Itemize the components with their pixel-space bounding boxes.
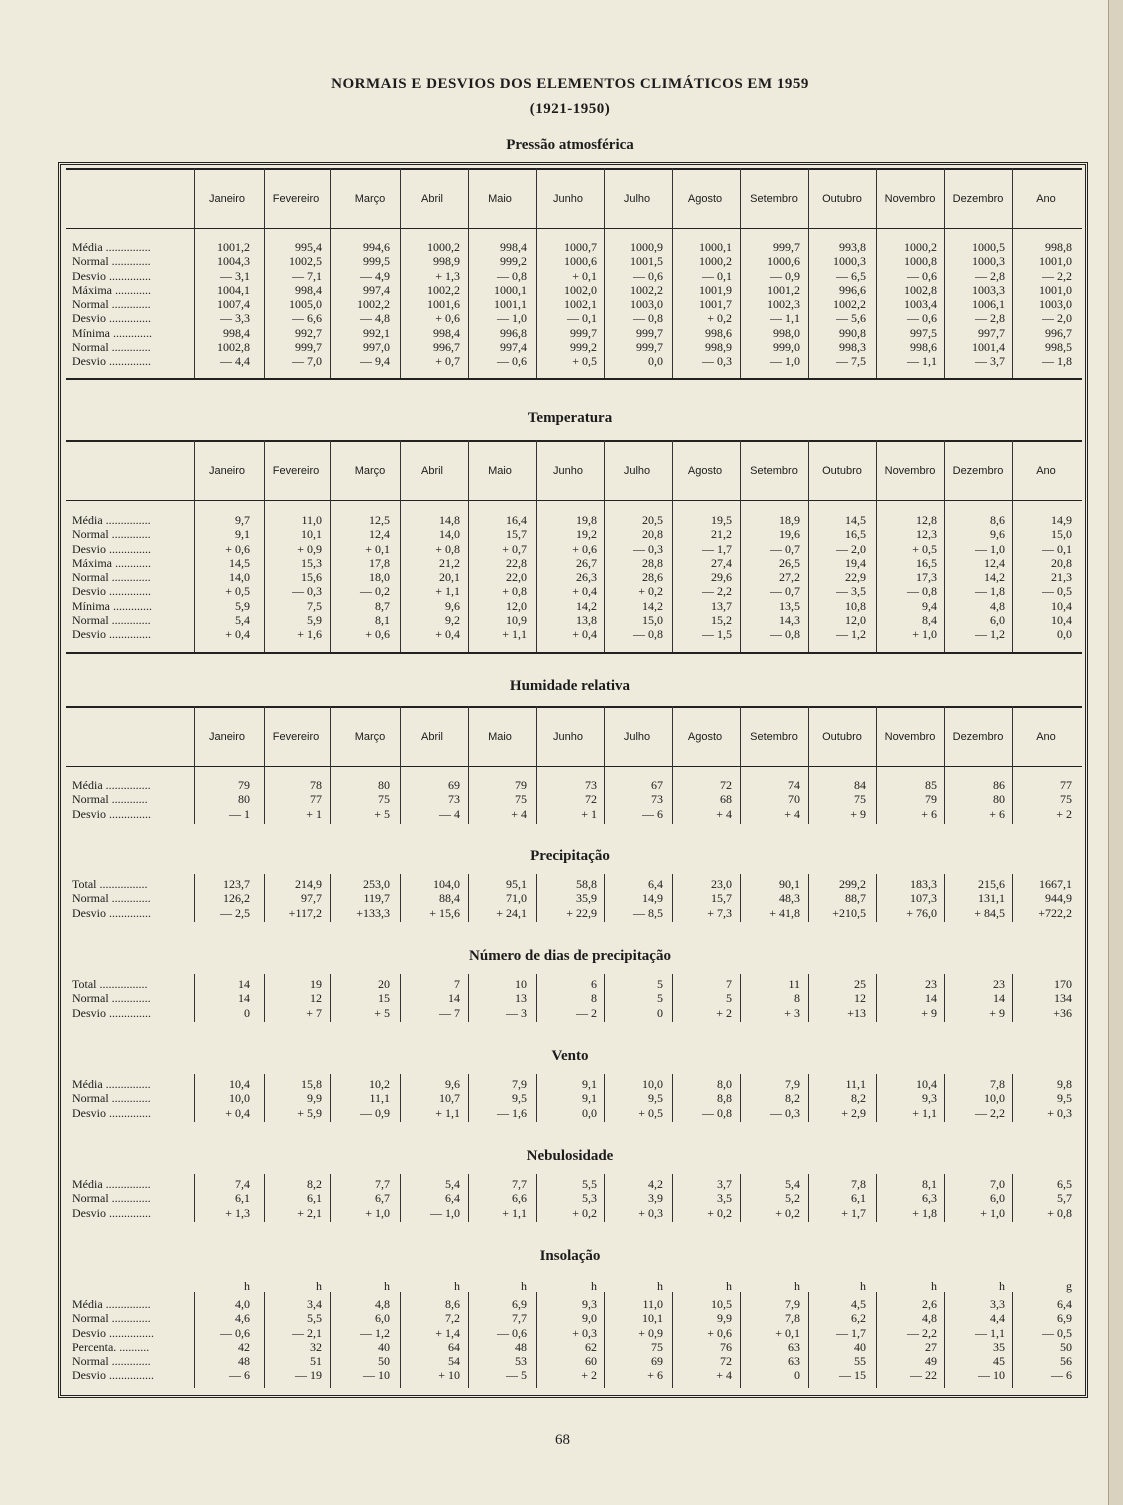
pressao-month-header: Janeiro — [208, 193, 246, 205]
temperatura-column-rule — [1012, 440, 1013, 652]
humidade-column-values: 77 75 + 2 — [1056, 778, 1072, 821]
insolacao-column-values: 3,3 4,4 — 1,1 35 45 — 10 — [975, 1297, 1005, 1383]
insolacao-column-rule — [194, 1292, 195, 1388]
pressao-column-values: 1000,2 1000,8 — 0,6 1002,8 1003,4 — 0,6 997,5 998,6 — 1,1 — [904, 240, 937, 369]
precipitacao-column-rule — [194, 874, 195, 922]
page-number: 68 — [555, 1432, 570, 1448]
pressao-month-header: Dezembro — [952, 193, 1004, 205]
vento-column-rule — [536, 1074, 537, 1122]
vento-column-values: 10,4 10,0 + 0,4 — [225, 1077, 250, 1120]
insolacao-column-rule — [944, 1292, 945, 1388]
precipitacao-column-rule — [876, 874, 877, 922]
temperatura-month-header: Junho — [553, 465, 583, 477]
precipitacao-column-values: 6,4 14,9 — 8,5 — [633, 877, 663, 920]
precipitacao-column-rule — [1012, 874, 1013, 922]
temperatura-column-rule — [808, 440, 809, 652]
humidade-row-labels: Média ............... Normal ............ Desvio .............. — [72, 778, 151, 821]
insolacao-unit: h — [794, 1279, 800, 1293]
precipitacao-column-values: 23,0 15,7 + 7,3 — [707, 877, 732, 920]
nebulosidade-column-rule — [400, 1174, 401, 1222]
nebulosidade-column-rule — [264, 1174, 265, 1222]
pressao-column-values: 993,8 1000,3 — 6,5 996,6 1002,2 — 5,6 990,8 998,3 — 7,5 — [833, 240, 866, 369]
precipitacao-column-rule — [808, 874, 809, 922]
dias-column-rule — [400, 974, 401, 1022]
vento-column-rule — [944, 1074, 945, 1122]
humidade-month-header: Fevereiro — [272, 731, 320, 743]
dias-column-rule — [808, 974, 809, 1022]
temperatura-column-rule — [468, 440, 469, 652]
nebulosidade-column-values: 7,7 6,7 + 1,0 — [365, 1177, 390, 1220]
humidade-column-rule — [330, 706, 331, 824]
humidade-column-values: 67 73 — 6 — [642, 778, 663, 821]
nebulosidade-column-rule — [194, 1174, 195, 1222]
dias-column-rule — [604, 974, 605, 1022]
humidade-header-bottom-rule — [66, 766, 1082, 767]
insolacao-column-rule — [876, 1292, 877, 1388]
humidade-column-rule — [1012, 706, 1013, 824]
humidade-column-values: 73 72 + 1 — [581, 778, 597, 821]
pressao-month-header: Junho — [553, 193, 583, 205]
dias-column-values: 19 12 + 7 — [306, 977, 322, 1020]
pressao-month-header: Setembro — [750, 193, 798, 205]
pressao-column-rule — [740, 168, 741, 378]
dias-column-rule — [330, 974, 331, 1022]
humidade-month-header: Julho — [623, 731, 651, 743]
vento-column-values: 10,0 9,5 + 0,5 — [638, 1077, 663, 1120]
insolacao-column-values: 4,8 6,0 — 1,2 40 50 — 10 — [360, 1297, 390, 1383]
humidade-month-header: Novembro — [884, 731, 936, 743]
temperatura-column-rule — [400, 440, 401, 652]
vento-column-values: 10,2 11,1 — 0,9 — [360, 1077, 390, 1120]
insolacao-column-rule — [604, 1292, 605, 1388]
insolacao-column-rule — [330, 1292, 331, 1388]
page-edge — [1108, 0, 1123, 1505]
pressao-month-header: Maio — [488, 193, 512, 205]
insolacao-column-values: 9,3 9,0 + 0,3 62 60 + 2 — [572, 1297, 597, 1383]
vento-column-values: 8,0 8,8 — 0,8 — [702, 1077, 732, 1120]
temperatura-column-values: 12,5 12,4 + 0,1 17,8 18,0 — 0,2 8,7 8,1 + 0,6 — [360, 513, 390, 642]
temperatura-column-values: 18,9 19,6 — 0,7 26,5 27,2 — 0,7 13,5 14,3 — 0,8 — [770, 513, 800, 642]
temperatura-column-rule — [672, 440, 673, 652]
nebulosidade-column-rule — [604, 1174, 605, 1222]
dias-column-rule — [468, 974, 469, 1022]
pressao-header-bottom-rule — [66, 228, 1082, 229]
temperatura-month-header: Agosto — [687, 465, 723, 477]
pressao-column-rule — [1012, 168, 1013, 378]
pressao-column-rule — [194, 168, 195, 378]
dias-column-values: 23 14 + 9 — [989, 977, 1005, 1020]
insolacao-column-values: 4,5 6,2 — 1,7 40 55 — 15 — [836, 1297, 866, 1383]
precipitacao-column-values: 214,9 97,7 +117,2 — [288, 877, 322, 920]
humidade-column-rule — [468, 706, 469, 824]
temperatura-month-header: Março — [354, 465, 386, 477]
vento-column-values: 9,1 9,1 0,0 — [582, 1077, 597, 1120]
dias-column-rule — [740, 974, 741, 1022]
period: (1921-1950) — [529, 101, 611, 117]
pressao-column-values: 998,8 1001,0 — 2,2 1001,0 1003,0 — 2,0 996,7 998,5 — 1,8 — [1039, 240, 1072, 369]
pressao-month-header: Abril — [420, 193, 443, 205]
nebulosidade-column-values: 7,8 6,1 + 1,7 — [841, 1177, 866, 1220]
insolacao-row-labels: Média ............... Normal ............. Desvio ............... Percenta. .......... Normal ............. Desvio ............... — [72, 1297, 154, 1383]
dias-column-values: 7 14 — 7 — [439, 977, 460, 1020]
precipitacao-column-values: 95,1 71,0 + 24,1 — [496, 877, 527, 920]
pressao-month-header: Ano — [1036, 193, 1056, 205]
dias-column-values: 23 14 + 9 — [921, 977, 937, 1020]
dias-column-values: 10 13 — 3 — [506, 977, 527, 1020]
insolacao-column-values: 6,9 7,7 — 0,6 48 53 — 5 — [497, 1297, 527, 1383]
dias-column-values: 20 15 + 5 — [374, 977, 390, 1020]
humidade-column-rule — [944, 706, 945, 824]
dias-column-rule — [1012, 974, 1013, 1022]
humidade-column-rule — [194, 706, 195, 824]
humidade-column-rule — [400, 706, 401, 824]
nebulosidade-title: Nebulosidade — [526, 1148, 614, 1164]
insolacao-column-values: 3,4 5,5 — 2,1 32 51 — 19 — [292, 1297, 322, 1383]
nebulosidade-column-rule — [536, 1174, 537, 1222]
vento-column-rule — [468, 1074, 469, 1122]
dias-column-rule — [672, 974, 673, 1022]
pressao-column-values: 1000,1 1000,2 — 0,1 1001,9 1001,7 + 0,2 998,6 998,9 — 0,3 — [699, 240, 732, 369]
temperatura-column-values: 20,5 20,8 — 0,3 28,8 28,6 + 0,2 14,2 15,0 — 0,8 — [633, 513, 663, 642]
insolacao-column-values: 7,9 7,8 + 0,1 63 63 0 — [775, 1297, 800, 1383]
pressao-header-top-rule — [66, 168, 1082, 170]
insolacao-column-rule — [808, 1292, 809, 1388]
vento-column-rule — [604, 1074, 605, 1122]
precipitacao-column-rule — [672, 874, 673, 922]
pressao-column-values: 995,4 1002,5 — 7,1 998,4 1005,0 — 6,6 992,7 999,7 — 7,0 — [289, 240, 322, 369]
pressao-column-values: 1000,7 1000,6 + 0,1 1002,0 1002,1 — 0,1 999,7 999,2 + 0,5 — [564, 240, 597, 369]
dias-row-labels: Total ................ Normal ............. Desvio .............. — [72, 977, 151, 1020]
vento-column-values: 9,6 10,7 + 1,1 — [435, 1077, 460, 1120]
temperatura-header-bottom-rule — [66, 500, 1082, 501]
humidade-column-rule — [264, 706, 265, 824]
nebulosidade-column-values: 5,4 6,4 — 1,0 — [430, 1177, 460, 1220]
vento-column-rule — [400, 1074, 401, 1122]
temperatura-month-header: Janeiro — [208, 465, 246, 477]
vento-column-values: 10,4 9,3 + 1,1 — [912, 1077, 937, 1120]
insolacao-column-values: 10,5 9,9 + 0,6 76 72 + 4 — [707, 1297, 732, 1383]
temperatura-month-header: Fevereiro — [272, 465, 320, 477]
dias-column-rule — [264, 974, 265, 1022]
temperatura-month-header: Dezembro — [952, 465, 1004, 477]
insolacao-unit: h — [657, 1279, 663, 1293]
nebulosidade-column-rule — [672, 1174, 673, 1222]
pressao-bottom-rule — [66, 378, 1082, 380]
pressao-column-rule — [264, 168, 265, 378]
pressao-column-rule — [400, 168, 401, 378]
nebulosidade-column-values: 7,7 6,6 + 1,1 — [502, 1177, 527, 1220]
humidade-column-values: 79 75 + 4 — [511, 778, 527, 821]
nebulosidade-column-rule — [876, 1174, 877, 1222]
nebulosidade-column-values: 5,5 5,3 + 0,2 — [572, 1177, 597, 1220]
page-title: NORMAIS E DESVIOS DOS ELEMENTOS CLIMÁTICOS EM 1959 — [331, 76, 809, 92]
nebulosidade-row-labels: Média ............... Normal ............. Desvio .............. — [72, 1177, 151, 1220]
vento-column-values: 9,8 9,5 + 0,3 — [1047, 1077, 1072, 1120]
humidade-month-header: Agosto — [687, 731, 723, 743]
insolacao-unit: h — [384, 1279, 390, 1293]
pressao-column-values: 1001,2 1004,3 — 3,1 1004,1 1007,4 — 3,3 998,4 1002,8 — 4,4 — [217, 240, 250, 369]
dias-column-rule — [536, 974, 537, 1022]
pressao-column-values: 1000,5 1000,3 — 2,8 1003,3 1006,1 — 2,8 997,7 1001,4 — 3,7 — [972, 240, 1005, 369]
dias-column-rule — [194, 974, 195, 1022]
precipitacao-column-rule — [264, 874, 265, 922]
precipitacao-column-rule — [536, 874, 537, 922]
nebulosidade-column-rule — [808, 1174, 809, 1222]
pressao-month-header: Fevereiro — [272, 193, 320, 205]
temperatura-title: Temperatura — [527, 410, 613, 426]
humidade-column-values: 69 73 — 4 — [439, 778, 460, 821]
temperatura-column-rule — [330, 440, 331, 652]
temperatura-column-rule — [264, 440, 265, 652]
humidade-month-header: Maio — [488, 731, 512, 743]
vento-column-values: 7,9 8,2 — 0,3 — [770, 1077, 800, 1120]
pressao-column-rule — [468, 168, 469, 378]
temperatura-column-values: 19,5 21,2 — 1,7 27,4 29,6 — 2,2 13,7 15,2 — 1,5 — [702, 513, 732, 642]
insolacao-unit: h — [244, 1279, 250, 1293]
insolacao-column-values: 6,4 6,9 — 0,5 50 56 — 6 — [1042, 1297, 1072, 1383]
temperatura-month-header: Novembro — [884, 465, 936, 477]
pressao-month-header: Outubro — [822, 193, 862, 205]
vento-column-values: 7,9 9,5 — 1,6 — [497, 1077, 527, 1120]
insolacao-column-rule — [740, 1292, 741, 1388]
pressao-column-values: 998,4 999,2 — 0,8 1000,1 1001,1 — 1,0 996,8 997,4 — 0,6 — [494, 240, 527, 369]
dias-column-values: 7 5 + 2 — [716, 977, 732, 1020]
precipitacao-column-values: 1667,1 944,9 +722,2 — [1038, 877, 1072, 920]
dias-column-values: 6 8 — 2 — [576, 977, 597, 1020]
nebulosidade-column-rule — [1012, 1174, 1013, 1222]
vento-column-values: 7,8 10,0 — 2,2 — [975, 1077, 1005, 1120]
dias-column-values: 5 5 0 — [657, 977, 663, 1020]
insolacao-column-values: 2,6 4,8 — 2,2 27 49 — 22 — [907, 1297, 937, 1383]
nebulosidade-column-values: 7,0 6,0 + 1,0 — [980, 1177, 1005, 1220]
precipitacao-column-rule — [468, 874, 469, 922]
humidade-column-rule — [740, 706, 741, 824]
temperatura-row-labels: Média ............... Normal ............. Desvio .............. Máxima ............ Normal ............. Desvio .............. Mínima ............. Normal ............. Desvio .............. — [72, 513, 152, 642]
vento-column-rule — [264, 1074, 265, 1122]
insolacao-column-values: 11,0 10,1 + 0,9 75 69 + 6 — [638, 1297, 663, 1383]
nebulosidade-column-values: 6,5 5,7 + 0,8 — [1047, 1177, 1072, 1220]
vento-column-values: 15,8 9,9 + 5,9 — [297, 1077, 322, 1120]
pressao-column-values: 999,7 1000,6 — 0,9 1001,2 1002,3 — 1,1 998,0 999,0 — 1,0 — [767, 240, 800, 369]
pressao-column-rule — [876, 168, 877, 378]
temperatura-month-header: Outubro — [822, 465, 862, 477]
insolacao-unit: h — [454, 1279, 460, 1293]
nebulosidade-column-rule — [944, 1174, 945, 1222]
pressao-month-header: Novembro — [884, 193, 936, 205]
nebulosidade-column-rule — [740, 1174, 741, 1222]
pressao-column-values: 994,6 999,5 — 4,9 997,4 1002,2 — 4,8 992,1 997,0 — 9,4 — [357, 240, 390, 369]
dias-title: Número de dias de precipitação — [469, 948, 671, 964]
precipitacao-title: Precipitação — [530, 848, 610, 864]
nebulosidade-column-rule — [468, 1174, 469, 1222]
precipitacao-column-values: 123,7 126,2 — 2,5 — [220, 877, 250, 920]
pressao-month-header: Agosto — [687, 193, 723, 205]
insolacao-column-values: 8,6 7,2 + 1,4 64 54 + 10 — [435, 1297, 460, 1383]
temperatura-column-rule — [740, 440, 741, 652]
temperatura-column-values: 9,7 9,1 + 0,6 14,5 14,0 + 0,5 5,9 5,4 + 0,4 — [225, 513, 250, 642]
precipitacao-column-values: 183,3 107,3 + 76,0 — [906, 877, 937, 920]
temperatura-month-header: Julho — [623, 465, 651, 477]
humidade-column-values: 80 75 + 5 — [374, 778, 390, 821]
insolacao-unit: h — [931, 1279, 937, 1293]
humidade-column-rule — [808, 706, 809, 824]
precipitacao-column-values: 58,8 35,9 + 22,9 — [566, 877, 597, 920]
precipitacao-column-values: 90,1 48,3 + 41,8 — [769, 877, 800, 920]
temperatura-column-rule — [944, 440, 945, 652]
nebulosidade-column-values: 7,4 6,1 + 1,3 — [225, 1177, 250, 1220]
insolacao-unit: h — [999, 1279, 1005, 1293]
humidade-column-values: 85 79 + 6 — [921, 778, 937, 821]
humidade-column-rule — [604, 706, 605, 824]
precipitacao-column-rule — [604, 874, 605, 922]
pressao-column-rule — [330, 168, 331, 378]
pressao-column-values: 1000,2 998,9 + 1,3 1002,2 1001,6 + 0,6 998,4 996,7 + 0,7 — [427, 240, 460, 369]
nebulosidade-column-values: 8,1 6,3 + 1,8 — [912, 1177, 937, 1220]
nebulosidade-column-rule — [330, 1174, 331, 1222]
vento-row-labels: Média ............... Normal ............. Desvio .............. — [72, 1077, 151, 1120]
vento-column-rule — [672, 1074, 673, 1122]
insolacao-unit: h — [521, 1279, 527, 1293]
temperatura-column-values: 14,9 15,0 — 0,1 20,8 21,3 — 0,5 10,4 10,4 0,0 — [1042, 513, 1072, 642]
insolacao-column-rule — [400, 1292, 401, 1388]
vento-column-rule — [194, 1074, 195, 1122]
humidade-column-values: 74 70 + 4 — [784, 778, 800, 821]
temperatura-month-header: Maio — [488, 465, 512, 477]
temperatura-column-values: 12,8 12,3 + 0,5 16,5 17,3 — 0,8 9,4 8,4 + 1,0 — [907, 513, 937, 642]
precipitacao-column-rule — [944, 874, 945, 922]
temperatura-column-rule — [876, 440, 877, 652]
insolacao-column-rule — [264, 1292, 265, 1388]
humidade-month-header: Janeiro — [208, 731, 246, 743]
vento-column-rule — [330, 1074, 331, 1122]
pressao-column-rule — [944, 168, 945, 378]
dias-column-values: 11 8 + 3 — [784, 977, 800, 1020]
precipitacao-column-values: 299,2 88,7 +210,5 — [832, 877, 866, 920]
humidade-month-header: Outubro — [822, 731, 862, 743]
humidade-title: Humidade relativa — [509, 678, 631, 694]
humidade-column-values: 86 80 + 6 — [989, 778, 1005, 821]
humidade-month-header: Dezembro — [952, 731, 1004, 743]
pressao-month-header: Março — [354, 193, 386, 205]
precipitacao-column-values: 253,0 119,7 +133,3 — [356, 877, 390, 920]
insolacao-unit: g — [1066, 1279, 1072, 1293]
insolacao-unit: h — [591, 1279, 597, 1293]
vento-column-rule — [1012, 1074, 1013, 1122]
insolacao-title: Insolação — [539, 1248, 601, 1264]
vento-title: Vento — [551, 1048, 589, 1064]
humidade-header-top-rule — [66, 706, 1082, 708]
vento-column-rule — [808, 1074, 809, 1122]
insolacao-column-rule — [536, 1292, 537, 1388]
pressao-column-values: 1000,9 1001,5 — 0,6 1002,2 1003,0 — 0,8 999,7 999,7 0,0 — [630, 240, 663, 369]
humidade-month-header: Março — [354, 731, 386, 743]
temperatura-column-rule — [536, 440, 537, 652]
precipitacao-column-rule — [330, 874, 331, 922]
precipitacao-column-values: 215,6 131,1 + 84,5 — [974, 877, 1005, 920]
vento-column-rule — [876, 1074, 877, 1122]
pressao-title: Pressão atmosférica — [506, 137, 634, 153]
temperatura-header-top-rule — [66, 440, 1082, 442]
pressao-row-labels: Média ............... Normal ............. Desvio .............. Máxima ............ Normal ............. Desvio .............. Mínima ............. Normal ............. Desvio .............. — [72, 240, 152, 369]
pressao-column-rule — [672, 168, 673, 378]
dias-column-values: 14 14 0 — [238, 977, 250, 1020]
humidade-column-rule — [876, 706, 877, 824]
insolacao-column-rule — [1012, 1292, 1013, 1388]
humidade-column-values: 84 75 + 9 — [850, 778, 866, 821]
temperatura-column-values: 14,5 16,5 — 2,0 19,4 22,9 — 3,5 10,8 12,0 — 1,2 — [836, 513, 866, 642]
vento-column-rule — [740, 1074, 741, 1122]
temperatura-column-values: 19,8 19,2 + 0,6 26,7 26,3 + 0,4 14,2 13,8 + 0,4 — [572, 513, 597, 642]
nebulosidade-column-values: 5,4 5,2 + 0,2 — [775, 1177, 800, 1220]
temperatura-column-values: 14,8 14,0 + 0,8 21,2 20,1 + 1,1 9,6 9,2 + 0,4 — [435, 513, 460, 642]
temperatura-month-header: Abril — [420, 465, 443, 477]
insolacao-column-values: 4,0 4,6 — 0,6 42 48 — 6 — [220, 1297, 250, 1383]
humidade-month-header: Ano — [1036, 731, 1056, 743]
insolacao-column-rule — [672, 1292, 673, 1388]
pressao-column-rule — [808, 168, 809, 378]
precipitacao-column-rule — [740, 874, 741, 922]
humidade-column-rule — [672, 706, 673, 824]
dias-column-rule — [944, 974, 945, 1022]
insolacao-unit: h — [316, 1279, 322, 1293]
nebulosidade-column-values: 3,7 3,5 + 0,2 — [707, 1177, 732, 1220]
humidade-month-header: Abril — [420, 731, 443, 743]
insolacao-column-rule — [468, 1292, 469, 1388]
temperatura-month-header: Ano — [1036, 465, 1056, 477]
temperatura-month-header: Setembro — [750, 465, 798, 477]
precipitacao-column-rule — [400, 874, 401, 922]
humidade-column-values: 79 80 — 1 — [229, 778, 250, 821]
temperatura-bottom-rule — [66, 652, 1082, 654]
vento-column-values: 11,1 8,2 + 2,9 — [841, 1077, 866, 1120]
humidade-column-values: 72 68 + 4 — [716, 778, 732, 821]
precipitacao-row-labels: Total ................ Normal ............. Desvio .............. — [72, 877, 151, 920]
temperatura-column-values: 8,6 9,6 — 1,0 12,4 14,2 — 1,8 4,8 6,0 — 1,2 — [975, 513, 1005, 642]
dias-column-rule — [876, 974, 877, 1022]
dias-column-values: 25 12 +13 — [847, 977, 866, 1020]
temperatura-column-values: 11,0 10,1 + 0,9 15,3 15,6 — 0,3 7,5 5,9 + 1,6 — [292, 513, 322, 642]
temperatura-column-values: 16,4 15,7 + 0,7 22,8 22,0 + 0,8 12,0 10,9 + 1,1 — [502, 513, 527, 642]
precipitacao-column-values: 104,0 88,4 + 15,6 — [429, 877, 460, 920]
pressao-column-rule — [604, 168, 605, 378]
humidade-column-rule — [536, 706, 537, 824]
nebulosidade-column-values: 8,2 6,1 + 2,1 — [297, 1177, 322, 1220]
humidade-month-header: Junho — [553, 731, 583, 743]
temperatura-column-rule — [194, 440, 195, 652]
pressao-column-rule — [536, 168, 537, 378]
insolacao-unit: h — [726, 1279, 732, 1293]
humidade-column-values: 78 77 + 1 — [306, 778, 322, 821]
dias-column-values: 170 134 +36 — [1053, 977, 1072, 1020]
temperatura-column-rule — [604, 440, 605, 652]
nebulosidade-column-values: 4,2 3,9 + 0,3 — [638, 1177, 663, 1220]
pressao-month-header: Julho — [623, 193, 651, 205]
insolacao-unit: h — [860, 1279, 866, 1293]
humidade-month-header: Setembro — [750, 731, 798, 743]
